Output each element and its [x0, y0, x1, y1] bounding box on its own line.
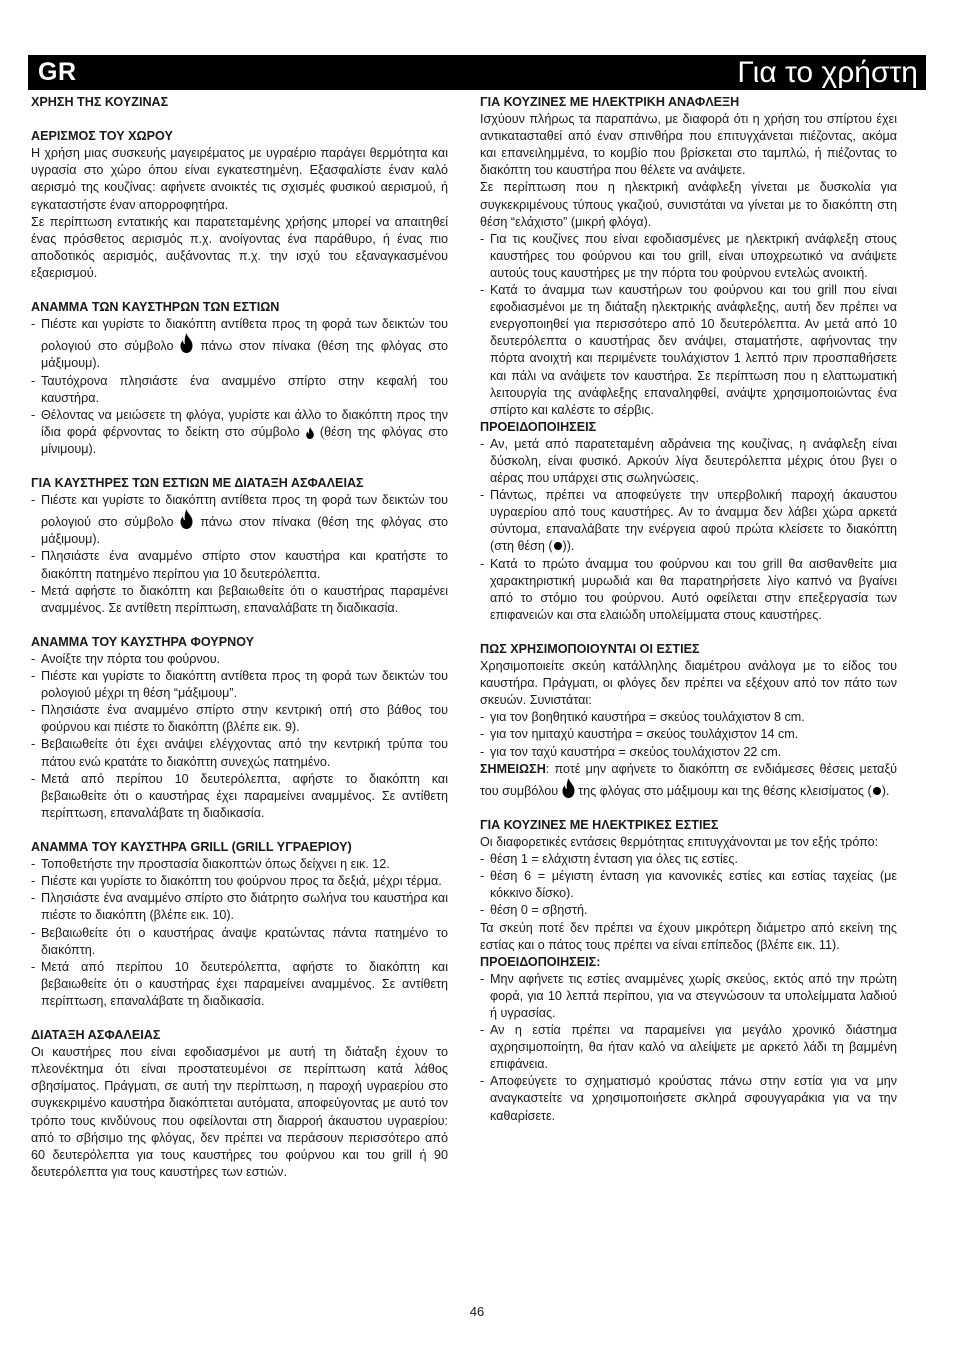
grill-burner-list [31, 856, 448, 1010]
list-item: - Πιέστε και γυρίστε το διακόπτη αντίθετα προς τη φορά των δεικτών του ρολογιού στο σύμβολο πάνω στον πίνακα (θέση της φλόγας στο μάξιμουμ). [31, 316, 448, 372]
how-to-use-paragraph: Χρησιμοποιείτε σκεύη κατάλληλης διαμέτρου ανάλογα με το είδος του καυστήρα. Πράγματι, οι φλόγες δεν πρέπει να εξέχουν από τον πάτο των σκευών. Συνιστάται: [480, 659, 897, 708]
list-item: - Πλησιάστε ένα αναμμένο σπίρτο στον καυστήρα και κρατήστε το διακόπτη πατημένο περίπου για 10 δευτερόλεπτα. [31, 548, 448, 582]
note-label: ΣΗΜΕΙΩΣΗ [480, 761, 546, 776]
list-item: - Κατά το άναμμα των καυστήρων του φούρνου και του grill που είναι εφοδιασμένοι με τη διάταξη ηλεκτρικής ανάφλεξης, αυτή δεν πρέπει να ενεργοποιηθεί για περισσότερο από 10 δευτερόλεπτα. Αν μετά από 10 δευτερόλεπτα ο καυστήρας δεν ανάψει, σταματήστε, αφήνοντας την πόρτα ανοιχτή και περιμένετε τουλάχιστον 1 λεπτό πριν προσπαθήσετε και πάλι να ανάψετε τον καυστήρα. Σε περίπτωση που η ελαττωματική λειτουργία της ανάφλεξης επαναληφθεί, ανάψτε χρησιμοποιώντας ένα σπίρτο και καλέστε το σέρβις. [480, 282, 897, 419]
electric-hobs-list [480, 851, 897, 919]
list-item: - για τον βοηθητικό καυστήρα = σκεύος τουλάχιστον 8 cm. [480, 709, 897, 726]
safety-burners-heading: ΓΙΑ ΚΑΥΣΤΗΡΕΣ ΤΩΝ ΕΣΤΙΩΝ ΜΕ ΔΙΑΤΑΞΗ ΑΣΦΑΛΕΙΑΣ [31, 476, 364, 491]
ignite-burners-heading: ΑΝΑΜΜΑ ΤΩΝ ΚΑΥΣΤΗΡΩΝ ΤΩΝ ΕΣΤΙΩΝ [31, 300, 280, 315]
header-banner [28, 55, 926, 90]
electric-ignition-heading: ΓΙΑ ΚΟΥΖΙΝΕΣ ΜΕ ΗΛΕΚΤΡΙΚΗ ΑΝΑΦΛΕΞΗ [480, 95, 740, 109]
list-item: - Βεβαιωθείτε ότι έχει ανάψει ελέγχοντας από την κεντρική τρύπα του πάτου ενώ κρατάτε το διακόπτη συνεχώς πατημένο. [31, 736, 448, 770]
list-item: - θέση 1 = ελάχιστη ένταση για όλες τις εστίες. [480, 851, 897, 868]
warnings-heading: ΠΡΟΕΙΔΟΠΟΙΗΣΕΙΣ [480, 419, 597, 434]
grill-burner-heading: ΑΝΑΜΜΑ ΤΟΥ ΚΑΥΣΤΗΡΑ GRILL (GRILL ΥΓΡΑΕΡΙΟΥ) [31, 840, 352, 855]
safety-device-heading: ΔΙΑΤΑΞΗ ΑΣΦΑΛΕΙΑΣ [31, 1028, 161, 1043]
list-item: - Ταυτόχρονα πλησιάστε ένα αναμμένο σπίρτο στην κεφαλή του καυστήρα. [31, 373, 448, 407]
page-number: 46 [469, 1304, 485, 1319]
left-column [31, 94, 448, 1181]
list-item: - για τον ταχύ καυστήρα = σκεύος τουλάχιστον 22 cm. [480, 744, 897, 761]
filled-dot-icon [873, 787, 881, 795]
list-item: - Πιέστε και γυρίστε το διακόπτη του φούρνου προς τα δεξιά, μέχρι τέρμα. [31, 873, 448, 890]
list-item: - για τον ημιταχύ καυστήρα = σκεύος τουλάχιστον 14 cm. [480, 726, 897, 743]
pan-size-list [480, 709, 897, 760]
section-main-heading: ΧΡΗΣΗ ΤΗΣ ΚΟΥΖΙΝΑΣ [31, 95, 169, 109]
electric-hobs-paragraph-1: Οι διαφορετικές εντάσεις θερμότητας επιτυγχάνονται με τον εξής τρόπο: [480, 835, 879, 850]
note-paragraph: ΣΗΜΕΙΩΣΗ: ποτέ μην αφήνετε το διακόπτη σε ενδιάμεσες θέσεις μεταξύ του συμβόλου της φλόγας στο μάξιμουμ και της θέσης κλεισίματος ( ). [480, 761, 897, 798]
oven-burner-heading: ΑΝΑΜΜΑ ΤΟΥ ΚΑΥΣΤΗΡΑ ΦΟΥΡΝΟΥ [31, 634, 255, 649]
right-column [480, 94, 897, 1125]
warnings-2-list [480, 971, 897, 1125]
list-item: - Μετά αφήστε το διακόπτη και βεβαιωθείτε ότι ο καυστήρας παραμένει αναμμένος. Σε αντίθετη περίπτωση, επαναλάβατε τη διαδικασία. [31, 583, 448, 617]
electric-ignition-list [480, 231, 897, 419]
list-item: - Μετά από περίπου 10 δευτερόλεπτα, αφήστε το διακόπτη και βεβαιωθείτε ότι ο καυστήρας έχει παραμείνει αναμμένος. Σε αντίθετη περίπτωση, επαναλάβατε τη διαδικασία. [31, 771, 448, 822]
electric-hobs-paragraph-2: Τα σκεύη ποτέ δεν πρέπει να έχουν μικρότερη διάμετρο από εκείνη της εστίας και ο πάτος τους πρέπει να είναι επίπεδος (βλέπε εικ. 11). [480, 920, 897, 952]
list-item: - Πιέστε και γυρίστε το διακόπτη αντίθετα προς τη φορά των δεικτών του ρολογιού στο σύμβολο πάνω στον πίνακα (θέση της φλόγας στο μάξιμουμ). [31, 492, 448, 548]
electric-ignition-paragraph-1: Ισχύουν πλήρως τα παραπάνω, με διαφορά ότι η χρήση του σπίρτου έχει αντικατασταθεί από έναν σπινθήρα που επιτυγχάνεται πιέζοντας, ακόμα και επανειλημμένα, το κομβίο που βρίσκεται στο ταμπλώ, ή πιέζοντας το διακόπτη του καυστήρα που θέλετε να ανάψετε. [480, 112, 897, 178]
list-item: - θέση 6 = μέγιστη ένταση για κανονικές εστίες και εστίας ταχείας (με κόκκινο δίσκο). [480, 868, 897, 902]
list-item: - Κατά το πρώτο άναμμα του φούρνου και του grill θα αισθανθείτε μια χαρακτηριστική μυρωδιά και θα παρατηρήσετε λίγο καπνό να βγαίνει από το στόμιο του φούρνου. Αυτό οφείλεται στην επεξεργασία των επιφανειών και στα ελαιώδη υπολείμματα στους καυστήρες. [480, 556, 897, 624]
small-flame-icon [306, 427, 314, 439]
safety-burners-list [31, 492, 448, 617]
how-to-use-heading: ΠΩΣ ΧΡΗΣΙΜΟΠΟΙΟΥΝΤΑΙ ΟΙ ΕΣΤΙΕΣ [480, 642, 700, 656]
warnings-list [480, 436, 897, 624]
list-item: - Πλησιάστε ένα αναμμένο σπίρτο στην κεντρική οπή στο βάθος του φούρνου και πιέστε το διακόπτη (βλέπε εικ. 9). [31, 702, 448, 736]
safety-device-paragraph: Οι καυστήρες που είναι εφοδιασμένοι με αυτή τη διάταξη έχουν το πλεονέκτημα ότι είναι προστατευμένοι σε περίπτωση κατά λάθος σβησίματος. Πράγματι, σε αυτή την περίπτωση, η παροχή υγραερίου στο συγκεκριμένο καυστήρα διακόπτεται αυτόματα, αποφεύγοντας με αυτό τον τρόπο τους κινδύνους που οφείλονται στη διαρροή άκαυστου υγραερίου: από το σβήσιμο της φλόγας, δεν πρέπει να περάσουν περισσότερο από 60 δευτερόλεπτα για τους καυστήρες του φούρνου και του grill ή 90 δευτερόλεπτα για τους καυστήρες των εστιών. [31, 1045, 448, 1179]
warnings-2-heading: ΠΡΟΕΙΔΟΠΟΙΗΣΕΙΣ: [480, 954, 601, 969]
electric-hobs-heading: ΓΙΑ ΚΟΥΖΙΝΕΣ ΜΕ ΗΛΕΚΤΡΙΚΕΣ ΕΣΤΙΕΣ [480, 817, 719, 832]
page-title: Για το χρήστη [737, 55, 918, 89]
list-item: - Πιέστε και γυρίστε το διακόπτη αντίθετα προς τη φορά των δεικτών του ρολογιού μέχρι τη θέση “μάξιμουμ”. [31, 668, 448, 702]
list-item: - Ανοίξτε την πόρτα του φούρνου. [31, 651, 448, 668]
electric-ignition-paragraph-2: Σε περίπτωση που η ηλεκτρική ανάφλεξη γίνεται με δυσκολία για συγκεκριμένους τύπους γκαζιού, συνιστάται να γίνεται με το διακόπτη στη θέση “ελάχιστο” (μικρή φλόγα). [480, 180, 897, 229]
list-item: - Αν η εστία πρέπει να παραμείνει για μεγάλο χρονικό διάστημα αχρησιμοποίητη, θα ήταν καλό να αλείψετε με αρκετό λάδι τη βαμμένη επιφάνεια. [480, 1022, 897, 1073]
list-item: - Για τις κουζίνες που είναι εφοδιασμένες με ηλεκτρική ανάφλεξη στους καυστήρες του φούρνου και του grill, είναι υποχρεωτικό να ανάψετε αυτούς τους καυστήρες με την πόρτα του φούρνου εντελώς ανοικτή. [480, 231, 897, 282]
list-item: - Πάντως, πρέπει να αποφεύγετε την υπερβολική παροχή άκαυστου υγραερίου από τους καυστήρες. Αν το άναμμα δεν λάβει χώρα αρκετά σύντομα, επαναλάβατε την ενέργεια αφού πρώτα κλείσετε το διακόπτη (στη θέση ( )). [480, 487, 897, 555]
list-item: - Θέλοντας να μειώσετε τη φλόγα, γυρίστε και άλλο το διακόπτη προς την ίδια φορά φέρνοντας το δείκτη στο σύμβολο (θέση της φλόγας στο μίνιμουμ). [31, 407, 448, 458]
list-item: - Μετά από περίπου 10 δευτερόλεπτα, αφήστε το διακόπτη και βεβαιωθείτε ότι ο καυστήρας έχει παραμείνει αναμμένος. Σε αντίθετη περίπτωση, επαναλάβατε τη διαδικασία. [31, 959, 448, 1010]
list-item: - Πλησιάστε ένα αναμμένο σπίρτο στο διάτρητο σωλήνα του καυστήρα και πιέστε το διακόπτη (βλέπε εικ. 10). [31, 890, 448, 924]
list-item: - Μην αφήνετε τις εστίες αναμμένες χωρίς σκεύος, εκτός από την πρώτη φορά, για 10 λεπτά περίπου, για να στεγνώσουν τα υπολείμματα λαδιού ή υγρασίας. [480, 971, 897, 1022]
filled-dot-icon [554, 542, 562, 550]
flame-icon [180, 333, 193, 353]
language-code: GR [38, 58, 77, 86]
ignite-burners-list [31, 316, 448, 458]
ventilation-heading: ΑΕΡΙΣΜΟΣ ΤΟΥ ΧΩΡΟΥ [31, 129, 173, 144]
list-item: - Αν, μετά από παρατεταμένη αδράνεια της κουζίνας, η ανάφλεξη είναι δύσκολη, είναι φυσικό. Αρκούν λίγα δευτερόλεπτα μέχρις ότου βγει ο αέρας που υπάρχει στις σωληνώσεις. [480, 436, 897, 487]
flame-icon [562, 778, 575, 798]
oven-burner-list [31, 651, 448, 822]
ventilation-paragraph-2: Σε περίπτωση εντατικής και παρατεταμένης χρήσης μπορεί να απαιτηθεί ένας πρόσθετος αερισμός π.χ. ανοίγοντας ένα παράθυρο, ή ένας πιο αποδοτικός αερισμός, αυξάνοντας π.χ. την ισχύ του εξαναγκασμένου εξαερισμού. [31, 214, 448, 280]
ventilation-paragraph-1: Η χρήση μιας συσκευής μαγειρέματος με υγραέριο παράγει θερμότητα και υγρασία στο χώρο όπου είναι εγκατεστημένη. Εξασφαλίστε έναν καλό αερισμό της κουζίνας: αφήνετε ανοικτές τις σχισμές φυσικού αερισμού, ή εγκαταστήστε έναν απορροφητήρα. [31, 146, 448, 212]
flame-icon [180, 509, 193, 529]
list-item: - Τοποθετήστε την προστασία διακοπτών όπως δείχνει η εικ. 12. [31, 856, 448, 873]
list-item: - Βεβαιωθείτε ότι ο καυστήρας άναψε κρατώντας πάντα πατημένο το διακόπτη. [31, 925, 448, 959]
list-item: - θέση 0 = σβηστή. [480, 902, 897, 919]
list-item: - Αποφεύγετε το σχηματισμό κρούστας πάνω στην εστία για να μην αναγκαστείτε να χρησιμοποιήσετε σκληρά σφουγγαράκια για να την καθαρίσετε. [480, 1073, 897, 1124]
